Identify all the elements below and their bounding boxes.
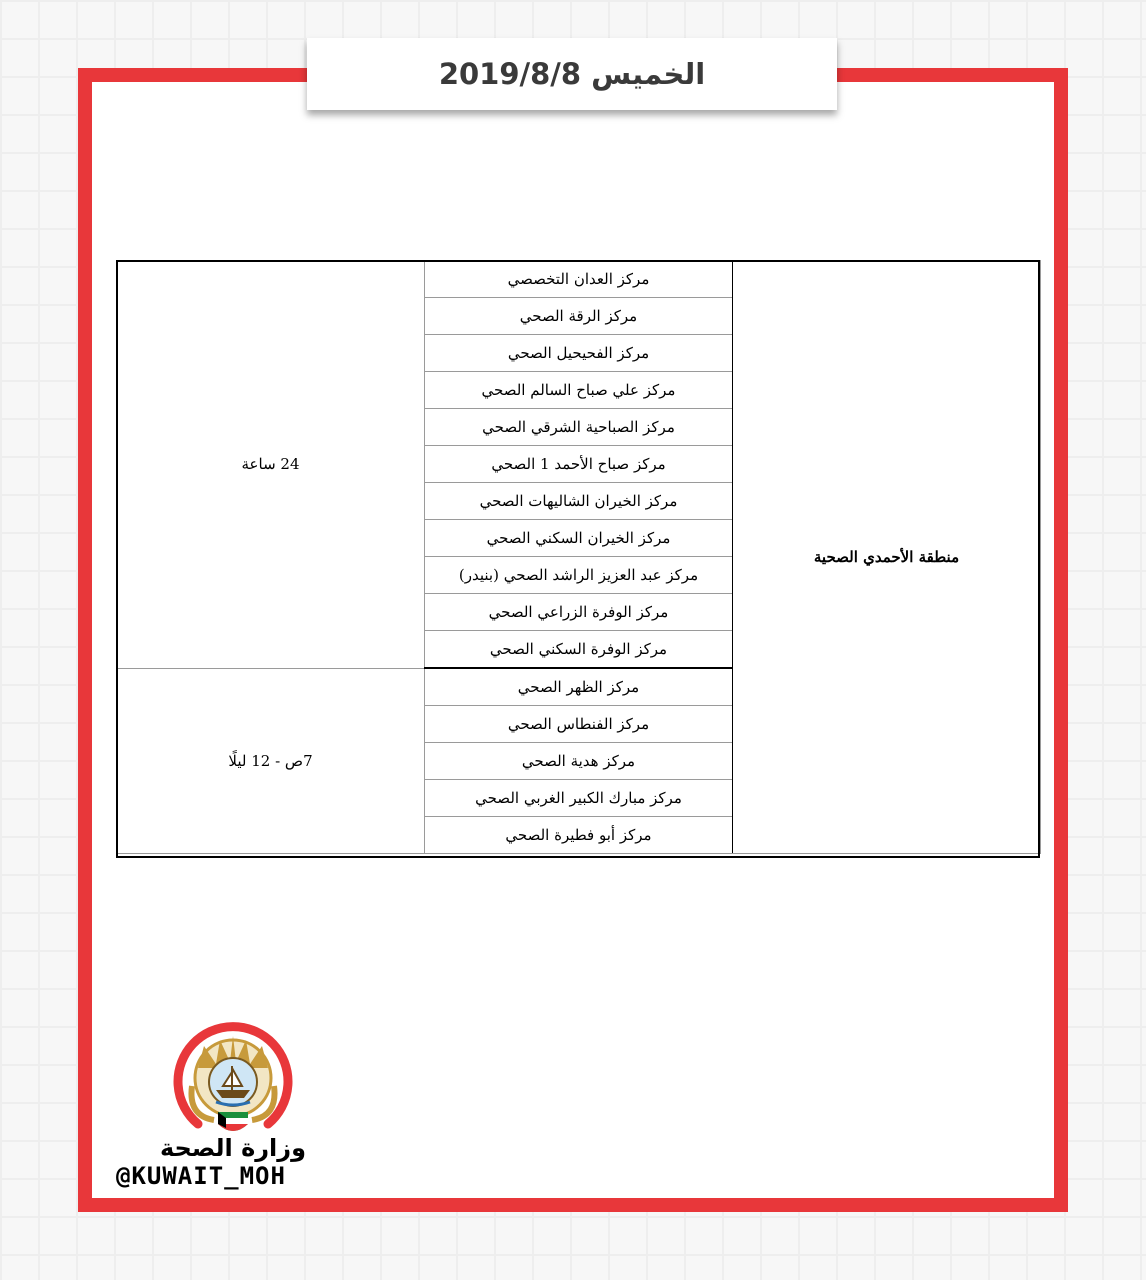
- center-name-cell: مركز الفنطاس الصحي: [425, 706, 733, 743]
- date-text: الخميس 2019/8/8: [438, 57, 706, 91]
- region-cell: منطقة الأحمدي الصحية: [733, 261, 1041, 854]
- center-name-cell: مركز عبد العزيز الراشد الصحي (بنيدر): [425, 557, 733, 594]
- center-name-cell: مركز أبو فطيرة الصحي: [425, 817, 733, 854]
- schedule-table: [116, 260, 1041, 854]
- date-banner: [307, 38, 837, 110]
- center-name-cell: مركز العدان التخصصي: [425, 261, 733, 298]
- center-name-cell: مركز الخيران الشاليهات الصحي: [425, 483, 733, 520]
- working-hours-cell: 7ص - 12 ليلًا: [117, 668, 425, 854]
- center-name-cell: مركز الوفرة السكني الصحي: [425, 631, 733, 669]
- center-name-cell: مركز صباح الأحمد 1 الصحي: [425, 446, 733, 483]
- center-name-cell: مركز الرقة الصحي: [425, 298, 733, 335]
- center-name-cell: مركز مبارك الكبير الغربي الصحي: [425, 780, 733, 817]
- working-hours-cell: 24 ساعة: [117, 261, 425, 669]
- center-name-cell: مركز الخيران السكني الصحي: [425, 520, 733, 557]
- table-row: [117, 261, 1041, 298]
- center-name-cell: مركز الظهر الصحي: [425, 668, 733, 706]
- twitter-handle: @KUWAIT_MOH: [116, 1162, 286, 1190]
- center-name-cell: مركز الفحيحيل الصحي: [425, 335, 733, 372]
- center-name-cell: مركز الوفرة الزراعي الصحي: [425, 594, 733, 631]
- center-name-cell: مركز هدية الصحي: [425, 743, 733, 780]
- center-name-cell: مركز علي صباح السالم الصحي: [425, 372, 733, 409]
- center-name-cell: مركز الصباحية الشرقي الصحي: [425, 409, 733, 446]
- ministry-name: وزارة الصحة: [159, 1134, 307, 1162]
